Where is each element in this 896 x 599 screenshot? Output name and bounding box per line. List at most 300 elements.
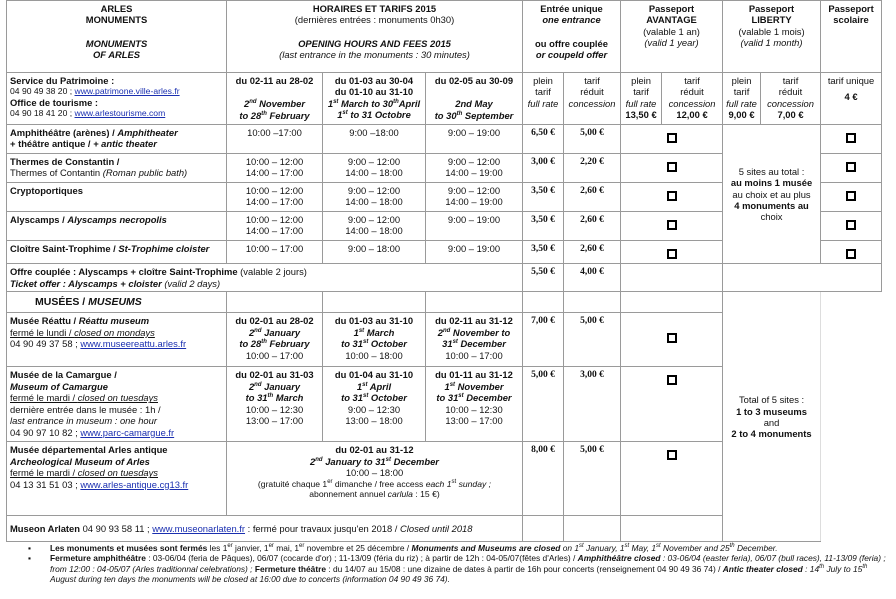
footnotes-n2-a-bold: Fermeture amphithéâtre <box>50 553 146 564</box>
table-cell <box>821 292 882 542</box>
museums-1-periods-1-h-0: 9:00 – 12:30 <box>347 403 401 415</box>
monuments-3-name-en: Alyscamps necropolis <box>67 214 167 225</box>
museums-0-name-en: Réattu museum <box>78 315 150 327</box>
museums-1-last-fr: dernière entrée dans le musée : 1h / <box>10 403 161 415</box>
museums-2-period-en-b: January to 31 <box>322 455 386 467</box>
full-price: 7,00 € <box>523 313 564 367</box>
museums-2-note1b: dimanche / free access <box>332 478 426 489</box>
bullet-icon: ▪ <box>28 553 31 564</box>
table-cell <box>426 367 523 442</box>
museums-0-periods-1-fr: du 01-03 au 31-10 <box>334 315 414 327</box>
footnotes-n1-c: janvier, 1 <box>232 543 269 553</box>
monuments-3-h-0-1: 14:00 – 17:00 <box>245 225 304 237</box>
monuments-0-name-en: Amphitheater <box>117 127 178 138</box>
ordinal-suffix: st <box>333 98 339 105</box>
footnotes-n2-h-i: : 14 <box>802 563 820 574</box>
table-cell <box>821 212 882 241</box>
tourisme-link[interactable]: www.arlestourisme.com <box>74 108 166 119</box>
table-cell <box>426 125 523 154</box>
museums-2-note1a: (gratuité chaque 1 <box>257 478 328 489</box>
museums-0-periods-1-en2b: October <box>368 338 407 350</box>
museums-0-periods-2-h-0: 10:00 – 17:00 <box>445 349 503 361</box>
period-fr: du 02-05 au 30-09 <box>434 75 514 86</box>
museums-1-periods-2-en1b: November <box>455 380 504 392</box>
full-price: 3,50 € <box>523 183 564 212</box>
footnotes-n2-c-bi: Amphithéâtre closed <box>577 553 661 564</box>
museums-2-closed-fr: fermé le mardi / <box>10 467 78 479</box>
monuments-2-h-1-1: 14:00 – 18:00 <box>345 196 403 208</box>
periods-0-en2a: to 28 <box>239 109 262 121</box>
table-cell <box>621 264 723 292</box>
liberty-validity: (valable 1 mois) <box>738 25 805 37</box>
ordinal-suffix: st <box>358 327 365 334</box>
periods-0-en1a: 2 <box>243 98 250 110</box>
table-cell <box>7 154 227 183</box>
museums-1-periods-0-fr: du 02-01 au 31-03 <box>235 369 314 381</box>
museums-0-periods-0-en1a: 2 <box>248 326 255 338</box>
liberty-header-cell <box>723 1 821 73</box>
periods-1-en1b: March to 30 <box>338 97 394 109</box>
table-cell <box>7 292 227 313</box>
periods-1-en2a: 1 <box>337 109 343 121</box>
table-cell <box>323 212 426 241</box>
museums-1-name: Musée de la Camargue / <box>10 369 117 381</box>
included-checkbox-icon <box>667 133 677 143</box>
included-checkbox-icon <box>846 249 856 259</box>
patrimoine-phone: 04 90 49 38 20 ; <box>10 86 75 97</box>
table-cell <box>426 154 523 183</box>
footnotes-n1-g-i: on 1 <box>560 543 580 553</box>
museums-heading-row <box>7 292 882 313</box>
liberty-museums-note-3: 2 to 4 monuments <box>731 428 812 440</box>
periods-1-en1a: 1 <box>327 97 334 109</box>
museums-0-periods-0-en1b: January <box>261 326 301 338</box>
scolaire-label-2: scolaire <box>833 14 869 26</box>
full-price: 5,00 € <box>523 367 564 442</box>
monuments-4-name-en: St-Trophime cloister <box>118 243 210 254</box>
table-cell <box>426 212 523 241</box>
museums-2-note2a: abonnement annuel <box>309 489 388 500</box>
included-checkbox-icon <box>667 375 677 385</box>
museums-2-note2c: : 15 €) <box>412 489 440 500</box>
table-cell <box>621 292 723 313</box>
ordinal-suffix: th <box>393 98 399 105</box>
footnotes-n1-i-i: May, 1 <box>629 543 657 553</box>
museums-1-periods-0-en1b: January <box>261 380 301 392</box>
ordinal-suffix: st <box>342 110 348 117</box>
museums-2-period-fr: du 02-01 au 31-12 <box>335 444 414 456</box>
bullet-icon: ▪ <box>28 543 31 553</box>
footnotes-n1-e: novembre et 25 décembre / <box>304 543 412 553</box>
table-cell <box>426 313 523 367</box>
arlaten-note-en: Closed until 2018 <box>400 523 473 535</box>
liberty-museums-note-0: Total of 5 sites : <box>738 394 805 406</box>
entry-header-cell <box>523 1 621 73</box>
periods-0-en2b: February <box>266 109 310 121</box>
ordinal-suffix: er <box>227 543 233 550</box>
table-cell <box>227 125 323 154</box>
rate-headers-reduit-0: tarif <box>782 75 799 86</box>
museums-0-periods-1-h-0: 10:00 – 18:00 <box>345 349 403 361</box>
periods-2-en2b: September <box>462 109 514 121</box>
title-cell <box>7 1 227 73</box>
monuments-1-name2-en: (Roman public bath) <box>102 167 188 179</box>
museums-2-period-en-a: 2 <box>310 455 316 467</box>
museums-2-note2b: carlula <box>387 489 413 500</box>
liberty-label-2: LIBERTY <box>751 14 792 26</box>
table-cell <box>323 183 426 212</box>
entry-label-en: one entrance <box>542 14 601 26</box>
table-cell <box>7 183 227 212</box>
museums-2-phone: 04 13 31 51 03 ; <box>10 478 81 490</box>
reduced-price: 5,00 € <box>564 313 621 367</box>
ordinal-suffix: st <box>362 339 369 346</box>
monuments-0-h-1-0: 9:00 –18:00 <box>349 127 399 138</box>
table-cell <box>227 212 323 241</box>
table-cell <box>7 212 227 241</box>
museums-1-periods-2-h-1: 13:00 – 17:00 <box>445 415 503 427</box>
hours-note-en: (last entrance in the monuments : 30 minutes) <box>279 49 470 61</box>
monuments-4-name: Cloître Saint-Trophime / <box>10 243 119 254</box>
full-rate-header <box>523 73 564 125</box>
liberty-museums-note-1: 1 to 3 museums <box>736 405 807 417</box>
monuments-0-h-0-0: 10:00 –17:00 <box>247 127 302 138</box>
combo-fr-bold: Offre couplée : Alyscamps + cloître Saint-Trophime <box>10 266 238 278</box>
table-cell <box>621 212 723 241</box>
ordinal-suffix: th <box>819 563 825 570</box>
combo-label: ou offre couplée <box>535 37 608 49</box>
rate-headers-scolaire-price: 4 € <box>844 91 858 103</box>
included-checkbox-icon <box>667 249 677 259</box>
ordinal-suffix: st <box>449 381 456 388</box>
monuments-3-h-0-0: 10:00 – 12:00 <box>245 214 304 225</box>
reduced-price: 3,00 € <box>564 367 621 442</box>
combo-reduced-price: 4,00 € <box>564 264 621 292</box>
hours-title-en: OPENING HOURS AND FEES 2015 <box>298 37 451 49</box>
table-cell <box>523 292 564 313</box>
monuments-4-h-1-0: 9:00 – 18:00 <box>347 243 401 254</box>
combo-label-en: or coupeld offer <box>535 49 608 61</box>
museums-1-periods-2-en2b: December <box>463 392 512 404</box>
table-cell <box>7 516 523 542</box>
monuments-2-h-0-0: 10:00 – 12:00 <box>245 185 304 196</box>
hours-note: (dernières entrées : monuments 0h30) <box>294 14 455 26</box>
liberty-monuments-note-1: au moins 1 musée <box>730 177 813 189</box>
museums-1-periods-0-en2b: March <box>273 392 304 404</box>
footnote-amphitheater <box>28 553 888 584</box>
museums-1-periods-0-h-0: 10:00 – 12:30 <box>245 403 304 415</box>
ordinal-suffix: th <box>267 393 274 400</box>
liberty-monuments-note <box>723 125 821 264</box>
monuments-2-h-1-0: 9:00 – 12:00 <box>347 185 401 196</box>
museums-2-name: Musée départemental Arles antique <box>10 444 168 456</box>
museums-0-periods-2-fr: du 02-11 au 31-12 <box>435 315 513 327</box>
rate-headers-reduit-0: tarif <box>684 75 700 86</box>
title-fr-1: ARLES <box>100 3 133 14</box>
tourisme-label: Office de tourisme : <box>10 96 99 108</box>
table-cell <box>7 367 227 442</box>
table-cell <box>621 183 723 212</box>
included-checkbox-icon <box>667 333 677 343</box>
table-cell <box>227 313 323 367</box>
table-cell <box>621 516 723 542</box>
reduced-price: 2,20 € <box>564 154 621 183</box>
combo-fr-plain: (valable 2 jours) <box>237 266 307 278</box>
table-cell <box>426 292 523 313</box>
ordinal-suffix: th <box>862 563 868 570</box>
ordinal-suffix: st <box>458 393 464 400</box>
reduced-price: 2,60 € <box>564 183 621 212</box>
period-winter <box>227 73 323 125</box>
liberty-museums-note-2: and <box>763 416 780 428</box>
period-mid <box>323 73 426 125</box>
museums-0-periods-0-fr: du 02-01 au 28-02 <box>235 315 314 327</box>
ordinal-suffix: st <box>362 393 369 400</box>
monuments-4-h-2-0: 9:00 – 19:00 <box>447 243 501 254</box>
footnotes-n2-g-bi: Antic theater closed <box>722 563 803 574</box>
combo-en-plain: (valid 2 days) <box>161 277 221 289</box>
museums-1-periods-0-h-1: 13:00 – 17:00 <box>245 415 304 427</box>
monuments-1-h-1-1: 14:00 – 18:00 <box>345 167 403 179</box>
avantage-full-header <box>621 73 662 125</box>
table-cell <box>7 125 227 154</box>
liberty-museums-note <box>723 292 821 542</box>
monuments-3-h-2-0: 9:00 – 19:00 <box>447 214 501 225</box>
monuments-1-name: Thermes de Constantin / <box>10 156 120 167</box>
museums-2-period-en-c: December <box>391 455 439 467</box>
table-cell <box>564 516 621 542</box>
liberty-monuments-note-0: 5 sites au total : <box>738 165 805 177</box>
table-cell <box>621 367 723 442</box>
museums-0-name: Musée Réattu / <box>10 315 79 327</box>
title-en-2: OF ARLES <box>92 49 141 61</box>
hours-and-fees-table <box>6 0 882 542</box>
museums-0-periods-2-en1b: November to <box>450 326 511 338</box>
avantage-header-cell <box>621 1 723 73</box>
rate-headers-plein-1: tarif <box>535 86 551 98</box>
museums-1-periods-0-en2a: to 31 <box>245 392 268 404</box>
reduced-price: 5,00 € <box>564 125 621 154</box>
museums-0-closed-en: closed on mondays <box>74 326 155 338</box>
monuments-1-h-2-0: 9:00 – 12:00 <box>447 156 501 167</box>
museums-1-periods-1-en1a: 1 <box>356 380 363 392</box>
scolaire-label-1: Passeport <box>828 3 874 14</box>
monuments-0-name2-en: + antic theater <box>93 138 157 150</box>
reduced-price: 2,60 € <box>564 212 621 241</box>
arlaten-note-fr: : fermé pour travaux jusqu'en 2018 / <box>245 523 401 535</box>
rate-headers-plein-en: full rate <box>625 97 657 109</box>
rate-headers-reduit-1: réduit <box>580 86 604 98</box>
monuments-2-h-2-0: 9:00 – 12:00 <box>447 185 501 196</box>
table-cell <box>621 442 723 516</box>
ordinal-suffix: th <box>456 110 463 117</box>
included-checkbox-icon <box>667 162 677 172</box>
ordinal-suffix: nd <box>315 456 323 463</box>
table-row <box>7 73 882 125</box>
monuments-1-h-1-0: 9:00 – 12:00 <box>347 156 401 167</box>
avantage-validity-en: (valid 1 year) <box>644 37 699 49</box>
table-cell <box>621 125 723 154</box>
monuments-4-h-0-0: 10:00 – 17:00 <box>245 243 304 254</box>
liberty-monuments-note-2: au choix et au plus <box>732 188 811 200</box>
museums-1-periods-0-en1a: 2 <box>248 380 255 392</box>
museums-0-periods-2-en2b: December <box>457 338 506 350</box>
table-cell <box>821 125 882 154</box>
table-cell <box>821 241 882 264</box>
avantage-label-2: AVANTAGE <box>646 14 697 26</box>
museums-0-periods-2-en1a: 2 <box>437 326 443 338</box>
patrimoine-label: Service du Patrimoine : <box>10 75 115 86</box>
museums-2-name-en: Archeological Museum of Arles <box>10 455 150 467</box>
liberty-reduced-header <box>761 73 821 125</box>
avantage-reduced-header <box>662 73 723 125</box>
rate-headers-reduit-en: concession <box>568 97 616 109</box>
included-checkbox-icon <box>667 220 677 230</box>
museums-1-phone: 04 90 97 10 82 ; <box>10 426 81 438</box>
museums-1-closed-fr: fermé le mardi / <box>10 392 78 404</box>
museums-1-periods-1-en2b: October <box>368 392 407 404</box>
ordinal-suffix: st <box>656 543 661 550</box>
included-checkbox-icon <box>667 191 677 201</box>
table-cell <box>227 183 323 212</box>
title-fr-2: MONUMENTS <box>85 14 148 26</box>
monuments-0-h-2-0: 9:00 – 19:00 <box>447 127 501 138</box>
arlaten-name: Museon Arlaten <box>10 523 80 535</box>
periods-2-en2a: to 30 <box>434 109 457 121</box>
ordinal-suffix: th <box>261 110 267 117</box>
monuments-2-h-0-1: 14:00 – 17:00 <box>245 196 304 208</box>
liberty-label-1: Passeport <box>748 3 795 14</box>
rate-headers-reduit-en: concession <box>668 97 716 109</box>
ordinal-suffix: st <box>451 479 457 486</box>
table-cell <box>323 154 426 183</box>
museums-0-closed-fr: fermé le lundi / <box>10 326 75 338</box>
table-cell <box>564 292 621 313</box>
museums-1-periods-2-h-0: 10:00 – 12:30 <box>445 403 503 415</box>
table-cell <box>323 292 426 313</box>
patrimoine-link[interactable]: www.patrimone.ville-arles.fr <box>74 86 180 97</box>
ordinal-suffix: er <box>299 543 305 550</box>
arlaten-link[interactable]: www.museonarlaten.fr <box>152 523 246 535</box>
arles-antique-link[interactable]: www.arles-antique.cg13.fr <box>80 478 189 490</box>
table-row <box>7 1 882 73</box>
museums-2-hours: 10:00 – 18:00 <box>345 467 404 479</box>
ordinal-suffix: st <box>452 339 458 346</box>
table-cell <box>323 241 426 264</box>
museums-1-periods-2-fr: du 01-11 au 31-12 <box>435 369 513 381</box>
reduced-price: 2,60 € <box>564 241 621 264</box>
museums-1-periods-1-fr: du 01-04 au 31-10 <box>334 369 414 381</box>
rate-headers-plein-0: plein <box>533 75 553 86</box>
museums-2-closed-en: closed on tuesdays <box>77 467 158 479</box>
museums-0-periods-1-en1b: March <box>364 326 395 338</box>
museums-0-periods-0-en2a: to 28 <box>239 338 262 350</box>
reduced-price: 5,00 € <box>564 442 621 516</box>
table-cell <box>7 442 227 516</box>
ordinal-suffix: st <box>385 456 391 463</box>
museums-heading-en: MUSEUMS <box>88 296 142 309</box>
liberty-monuments-note-4: choix <box>760 211 783 223</box>
avantage-validity: (valable 1 an) <box>643 25 700 37</box>
hours-title: HORAIRES ET TARIFS 2015 <box>312 3 437 14</box>
footnotes-n1-d: mai, 1 <box>273 543 300 553</box>
rate-headers-reduit-1: réduit <box>680 86 704 98</box>
footnotes-n1-j-i: November and 25 <box>660 543 730 553</box>
footnotes-n1-a-bold: Les monuments et musées sont fermés <box>50 543 208 553</box>
table-cell <box>621 241 723 264</box>
footnotes-n2-i-i: July to 15 <box>824 563 863 574</box>
monuments-2-h-2-1: 14:00 – 19:00 <box>445 196 503 208</box>
museums-0-phone: 04 90 49 37 58 ; <box>10 338 81 350</box>
museums-1-periods-1-en2a: to 31 <box>341 392 363 404</box>
period-fr: du 02-11 au 28-02 <box>235 75 314 86</box>
ordinal-suffix: nd <box>254 381 262 388</box>
museums-1-periods-1-en1b: April <box>367 380 392 392</box>
footnotes-n2-f: : du 14/07 au 15/08 : une dizaine de dates à partir de 16h pour concerts (renseignement 04 90 49 36 74) / <box>326 563 723 574</box>
footnotes-n2-b: : 03-06/04 (feria de Pâques), 06/07 (cocarde d'or) ; 11-13/09 (féria du riz) ; à partir de 12h : 04-05/07(fêtes d'Arles) / <box>145 553 578 564</box>
rate-headers-reduit-0: tarif <box>584 75 600 86</box>
ordinal-suffix: nd <box>254 327 262 334</box>
rate-headers-plein-en: full rate <box>726 97 757 109</box>
rate-headers-liberty-reduced: 7,00 € <box>777 109 804 121</box>
table-cell <box>227 241 323 264</box>
museums-0-periods-1-en2a: to 31 <box>341 338 363 350</box>
monuments-2-name: Cryptoportiques <box>10 185 83 196</box>
full-price: 3,50 € <box>523 241 564 264</box>
included-checkbox-icon <box>667 450 677 460</box>
full-price: 6,50 € <box>523 125 564 154</box>
reduced-rate-header <box>564 73 621 125</box>
monuments-1-name2-plain: Thermes of Contantin <box>10 167 103 179</box>
ordinal-suffix: st <box>579 543 584 550</box>
table-cell <box>323 367 426 442</box>
ordinal-suffix: er <box>327 479 333 486</box>
table-row <box>7 125 882 154</box>
table-cell <box>7 313 227 367</box>
footnotes-n1-h-i: January, 1 <box>583 543 625 553</box>
ordinal-suffix: th <box>261 339 267 346</box>
monuments-1-h-2-1: 14:00 – 19:00 <box>445 167 503 179</box>
table-cell <box>7 264 523 292</box>
museums-2-note1d: sunday ; <box>456 478 492 489</box>
table-cell <box>621 313 723 367</box>
reattu-link[interactable]: www.museereattu.arles.fr <box>80 338 187 350</box>
table-cell <box>723 264 882 292</box>
rate-headers-avantage-reduced: 12,00 € <box>676 109 708 121</box>
table-cell <box>821 183 882 212</box>
periods-2-en1a: 2nd May <box>455 98 493 110</box>
camargue-link[interactable]: www.parc-camargue.fr <box>80 426 175 438</box>
title-en-1: MONUMENTS <box>85 37 148 49</box>
combo-en-bold: Ticket offer : Alyscamps + cloister <box>10 277 162 289</box>
rate-headers-plein-0: plein <box>731 75 752 86</box>
rate-headers-scolaire-label: tarif unique <box>827 75 875 86</box>
hours-header-cell <box>227 1 523 73</box>
footnotes-n2-j-i: August during ten days the monuments will be closed at 16:00 due to concerts (information 04 90 49 36 74). <box>50 573 450 584</box>
table-cell <box>523 516 564 542</box>
footnotes-n1-f-bi: Monuments and Museums are closed <box>411 543 561 553</box>
rate-headers-reduit-en: concession <box>767 97 814 109</box>
periods-1-en2b: to 31 Octobre <box>347 109 411 121</box>
rate-headers-plein-1: tarif <box>633 86 649 98</box>
scolaire-header-cell <box>821 1 882 73</box>
museums-0-periods-0-en2b: February <box>266 338 310 350</box>
museums-0-periods-0-h-0: 10:00 – 17:00 <box>245 349 304 361</box>
table-cell <box>821 154 882 183</box>
rate-headers-plein-1: tarif <box>733 86 750 98</box>
monuments-1-h-0-0: 10:00 – 12:00 <box>245 156 304 167</box>
museums-heading: MUSÉES / <box>35 296 89 309</box>
